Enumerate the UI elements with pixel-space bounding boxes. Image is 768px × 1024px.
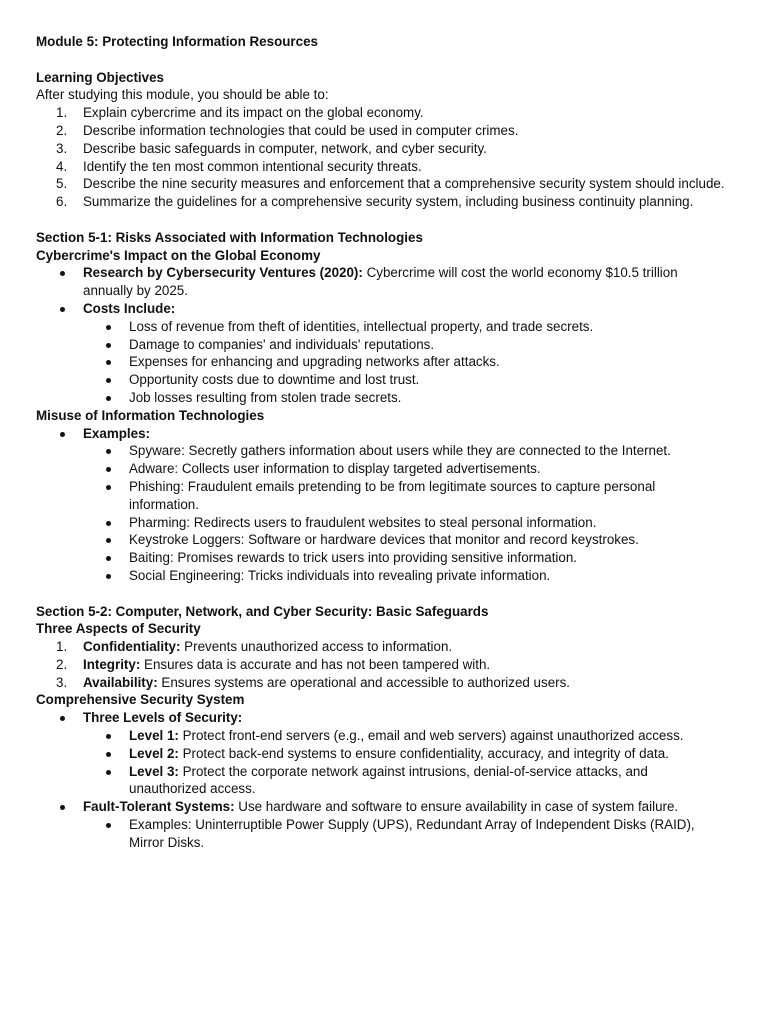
bullet-icon bbox=[106, 360, 111, 365]
list-item bbox=[36, 656, 728, 674]
level-label: Level 1: bbox=[129, 728, 179, 744]
levels-list bbox=[36, 727, 728, 798]
section1-subheading-misuse: Misuse of Information Technologies bbox=[36, 407, 265, 423]
item-number: 3. bbox=[56, 674, 68, 690]
section2-subheading-system: Comprehensive Security System bbox=[36, 692, 245, 708]
fault-examples-list bbox=[36, 816, 728, 852]
research-label: Research by Cybersecurity Ventures (2020): bbox=[83, 265, 363, 281]
bullet-icon bbox=[106, 752, 111, 757]
bullet-icon bbox=[106, 485, 111, 490]
list-item bbox=[36, 193, 728, 211]
bullet-icon bbox=[106, 378, 111, 383]
list-item bbox=[36, 816, 728, 852]
item-text: Spyware: Secretly gathers information about users while they are connected to the Internet. bbox=[129, 443, 671, 459]
item-text: Phishing: Fraudulent emails pretending to be from legitimate sources to capture personal information. bbox=[129, 478, 656, 512]
bullet-icon bbox=[106, 823, 111, 828]
item-number: 5. bbox=[56, 176, 68, 192]
item-text: Identify the ten most common intentional security threats. bbox=[83, 158, 422, 174]
spacer bbox=[36, 585, 728, 603]
section1-heading: Section 5-1: Risks Associated with Information Technologies bbox=[36, 229, 423, 245]
objectives-heading: Learning Objectives bbox=[36, 69, 164, 85]
aspects-list bbox=[36, 638, 728, 691]
page-title: Module 5: Protecting Information Resources bbox=[36, 34, 318, 49]
item-text: Loss of revenue from theft of identities, intellectual property, and trade secrets. bbox=[129, 318, 594, 334]
list-item bbox=[36, 709, 728, 798]
system-list bbox=[36, 709, 728, 851]
list-item bbox=[36, 674, 728, 692]
list-item bbox=[36, 300, 728, 407]
list-item bbox=[36, 763, 728, 799]
item-text: Protect the corporate network against intrusions, denial-of-service attacks, and unauthorized access. bbox=[129, 763, 648, 797]
list-item bbox=[36, 442, 728, 460]
fault-label: Fault-Tolerant Systems: bbox=[83, 799, 235, 815]
bullet-icon bbox=[106, 538, 111, 543]
bullet-icon bbox=[106, 396, 111, 401]
item-text: Examples: Uninterruptible Power Supply (UPS), Redundant Array of Independent Disks (RAID), Mirror Disks. bbox=[129, 817, 695, 850]
bullet-icon bbox=[106, 734, 111, 739]
bullet-icon bbox=[60, 432, 65, 437]
item-text: Baiting: Promises rewards to trick users into providing sensitive information. bbox=[129, 550, 578, 566]
item-text: Describe basic safeguards in computer, network, and cyber security. bbox=[83, 140, 487, 156]
aspect-label: Integrity: bbox=[83, 656, 141, 672]
item-text: Keystroke Loggers: Software or hardware devices that monitor and record keystrokes. bbox=[129, 532, 639, 548]
item-text: Protect back-end systems to ensure confidentiality, accuracy, and integrity of data. bbox=[178, 745, 669, 761]
bullet-icon bbox=[106, 343, 111, 348]
item-text: Protect front-end servers (e.g., email and web servers) against unauthorized access. bbox=[178, 728, 684, 744]
section2-heading: Section 5-2: Computer, Network, and Cyber Security: Basic Safeguards bbox=[36, 603, 489, 619]
objectives-list bbox=[36, 104, 728, 211]
item-text: Summarize the guidelines for a comprehensive security system, including business continuity planning. bbox=[83, 194, 694, 210]
levels-label: Three Levels of Security: bbox=[83, 710, 243, 726]
research-text: Cybercrime will cost the world economy $10.5 trillion annually by 2025. bbox=[83, 265, 678, 299]
item-text: Explain cybercrime and its impact on the global economy. bbox=[83, 105, 424, 121]
item-number: 1. bbox=[56, 639, 68, 655]
list-item bbox=[36, 122, 728, 140]
item-number: 2. bbox=[56, 122, 68, 138]
spacer bbox=[36, 211, 728, 229]
list-item bbox=[36, 140, 728, 158]
item-text: Describe information technologies that could be used in computer crimes. bbox=[83, 122, 519, 138]
spacer bbox=[36, 51, 728, 69]
bullet-icon bbox=[60, 716, 65, 721]
item-text: Expenses for enhancing and upgrading networks after attacks. bbox=[129, 354, 500, 370]
bullet-icon bbox=[106, 467, 111, 472]
aspect-label: Availability: bbox=[83, 674, 158, 690]
bullet-icon bbox=[106, 574, 111, 579]
item-text: Job losses resulting from stolen trade secrets. bbox=[129, 389, 402, 405]
item-text: Ensures systems are operational and accessible to authorized users. bbox=[157, 674, 571, 690]
list-item bbox=[36, 353, 728, 371]
list-item bbox=[36, 389, 728, 407]
item-text: Damage to companies' and individuals' reputations. bbox=[129, 336, 435, 352]
list-item bbox=[36, 531, 728, 549]
bullet-icon bbox=[60, 271, 65, 276]
bullet-icon bbox=[106, 556, 111, 561]
item-text: Pharming: Redirects users to fraudulent websites to steal personal information. bbox=[129, 514, 597, 530]
section2-subheading-aspects: Three Aspects of Security bbox=[36, 621, 201, 637]
item-number: 1. bbox=[56, 105, 68, 121]
list-item bbox=[36, 798, 728, 851]
list-item bbox=[36, 567, 728, 585]
item-number: 2. bbox=[56, 656, 68, 672]
aspect-label: Confidentiality: bbox=[83, 639, 181, 655]
level-label: Level 3: bbox=[129, 763, 179, 779]
bullet-icon bbox=[106, 325, 111, 330]
costs-label: Costs Include: bbox=[83, 300, 176, 316]
list-item bbox=[36, 514, 728, 532]
list-item bbox=[36, 425, 728, 585]
list-item bbox=[36, 318, 728, 336]
item-number: 6. bbox=[56, 194, 68, 210]
list-item bbox=[36, 336, 728, 354]
item-number: 3. bbox=[56, 140, 68, 156]
list-item bbox=[36, 175, 728, 193]
costs-list bbox=[36, 318, 728, 407]
item-text: Social Engineering: Tricks individuals into revealing private information. bbox=[129, 567, 551, 583]
list-item bbox=[36, 478, 728, 514]
examples-label: Examples: bbox=[83, 425, 150, 441]
item-text: Describe the nine security measures and enforcement that a comprehensive security system should include. bbox=[83, 176, 725, 192]
list-item bbox=[36, 549, 728, 567]
list-item bbox=[36, 638, 728, 656]
list-item bbox=[36, 158, 728, 176]
bullet-icon bbox=[106, 770, 111, 775]
list-item bbox=[36, 264, 728, 300]
item-text: Adware: Collects user information to display targeted advertisements. bbox=[129, 461, 541, 477]
item-number: 4. bbox=[56, 158, 68, 174]
list-item bbox=[36, 104, 728, 122]
section1-subheading-cybercrime: Cybercrime's Impact on the Global Economy bbox=[36, 247, 321, 263]
list-item bbox=[36, 371, 728, 389]
item-text: Ensures data is accurate and has not been tampered with. bbox=[140, 656, 491, 672]
examples-list bbox=[36, 442, 728, 584]
misuse-list bbox=[36, 425, 728, 585]
level-label: Level 2: bbox=[129, 745, 179, 761]
cybercrime-list bbox=[36, 264, 728, 406]
bullet-icon bbox=[60, 805, 65, 810]
fault-text: Use hardware and software to ensure availability in case of system failure. bbox=[234, 799, 679, 815]
item-text: Opportunity costs due to downtime and lost trust. bbox=[129, 372, 420, 388]
objectives-intro: After studying this module, you should be able to: bbox=[36, 87, 329, 103]
item-text: Prevents unauthorized access to information. bbox=[180, 639, 453, 655]
bullet-icon bbox=[106, 449, 111, 454]
list-item bbox=[36, 745, 728, 763]
bullet-icon bbox=[106, 521, 111, 526]
list-item bbox=[36, 460, 728, 478]
list-item bbox=[36, 727, 728, 745]
bullet-icon bbox=[60, 307, 65, 312]
